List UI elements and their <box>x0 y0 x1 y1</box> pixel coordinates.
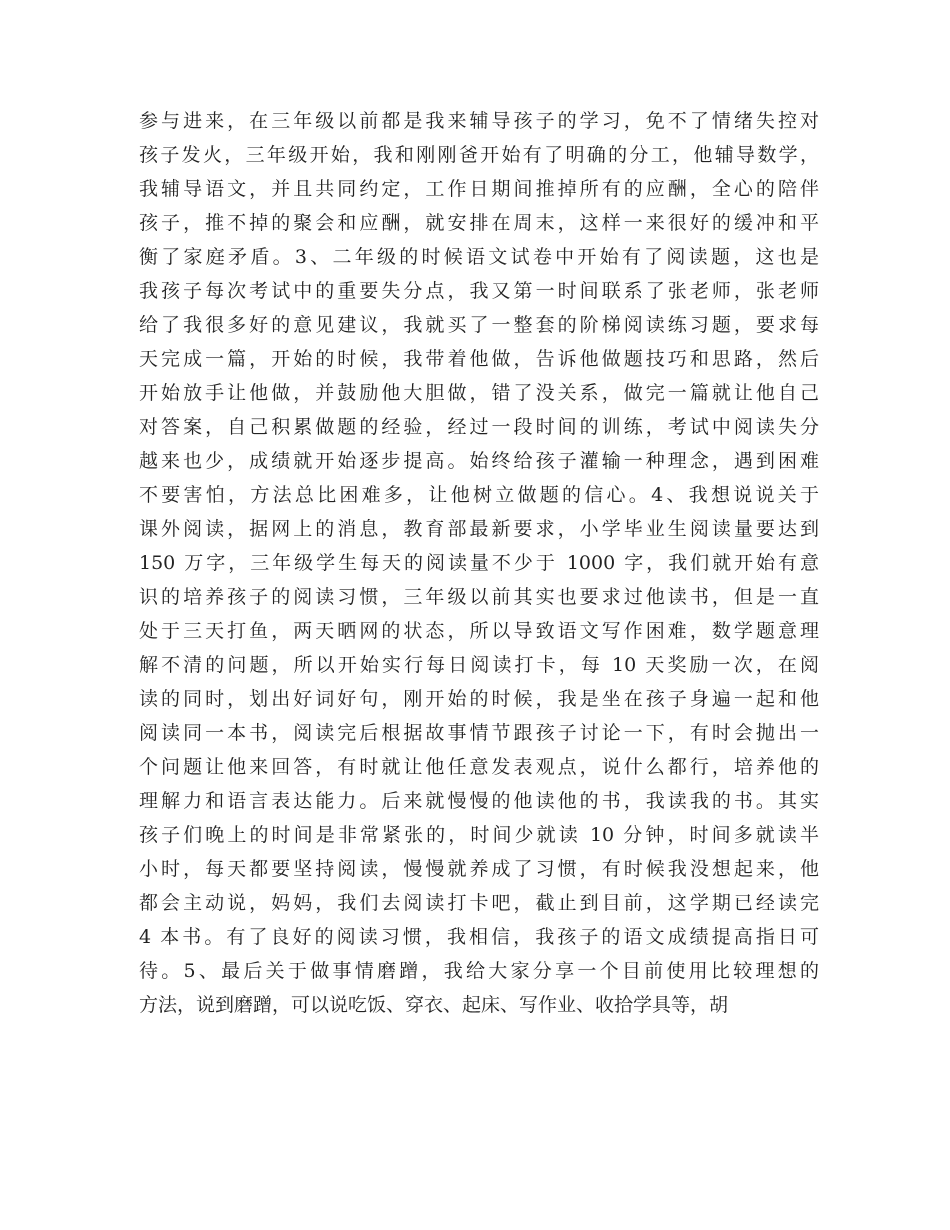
text-line: 我辅导语文，并且共同约定，工作日期间推掉所有的应酬，全心的陪伴 <box>139 178 819 200</box>
text-line: 参与进来，在三年级以前都是我来辅导孩子的学习，免不了情绪失控对 <box>139 110 819 132</box>
text-line: 待。5、最后关于做事情磨蹭，我给大家分享一个目前使用比较理想的 <box>139 960 819 982</box>
text-line: 开始放手让他做，并鼓励他大胆做，错了没关系，做完一篇就让他自己 <box>139 382 819 404</box>
text-line: 150 万字，三年级学生每天的阅读量不少于 1000 字，我们就开始有意 <box>139 552 819 574</box>
text-line: 课外阅读，据网上的消息，教育部最新要求，小学毕业生阅读量要达到 <box>139 518 819 540</box>
text-line: 处于三天打鱼，两天晒网的状态，所以导致语文写作困难，数学题意理 <box>139 620 819 642</box>
text-line: 对答案，自己积累做题的经验，经过一段时间的训练，考试中阅读失分 <box>139 416 819 438</box>
text-line: 衡了家庭矛盾。3、二年级的时候语文试卷中开始有了阅读题，这也是 <box>139 246 819 268</box>
text-line: 越来也少，成绩就开始逐步提高。始终给孩子灌输一种理念，遇到困难 <box>139 450 819 472</box>
text-line: 读的同时，划出好词好句，刚开始的时候，我是坐在孩子身遍一起和他 <box>139 688 819 710</box>
text-line: 4 本书。有了良好的阅读习惯，我相信，我孩子的语文成绩提高指日可 <box>139 926 819 948</box>
text-line: 个问题让他来回答，有时就让他任意发表观点，说什么都行，培养他的 <box>139 756 819 778</box>
text-line: 阅读同一本书，阅读完后根据故事情节跟孩子讨论一下，有时会抛出一 <box>139 722 819 744</box>
text-line: 天完成一篇，开始的时候，我带着他做，告诉他做题技巧和思路，然后 <box>139 348 819 370</box>
text-line: 给了我很多好的意见建议，我就买了一整套的阶梯阅读练习题，要求每 <box>139 314 819 336</box>
text-line: 理解力和语言表达能力。后来就慢慢的他读他的书，我读我的书。其实 <box>139 790 819 812</box>
text-line: 孩子，推不掉的聚会和应酬，就安排在周末，这样一来很好的缓冲和平 <box>139 212 819 234</box>
body-text <box>139 104 819 1022</box>
text-line: 孩子们晚上的时间是非常紧张的，时间少就读 10 分钟，时间多就读半 <box>139 824 819 846</box>
text-line: 我孩子每次考试中的重要失分点，我又第一时间联系了张老师，张老师 <box>139 280 819 302</box>
text-line: 解不清的问题，所以开始实行每日阅读打卡，每 10 天奖励一次，在阅 <box>139 654 819 676</box>
text-line: 不要害怕，方法总比困难多，让他树立做题的信心。4、我想说说关于 <box>139 484 819 506</box>
text-line: 识的培养孩子的阅读习惯，三年级以前其实也要求过他读书，但是一直 <box>139 586 819 608</box>
text-line: 小时，每天都要坚持阅读，慢慢就养成了习惯，有时候我没想起来，他 <box>139 858 819 880</box>
text-line: 方法，说到磨蹭，可以说吃饭、穿衣、起床、写作业、收拾学具等，胡 <box>139 994 729 1016</box>
text-line: 孩子发火，三年级开始，我和刚刚爸开始有了明确的分工，他辅导数学， <box>139 144 819 166</box>
text-line: 都会主动说，妈妈，我们去阅读打卡吧，截止到目前，这学期已经读完 <box>139 892 819 914</box>
